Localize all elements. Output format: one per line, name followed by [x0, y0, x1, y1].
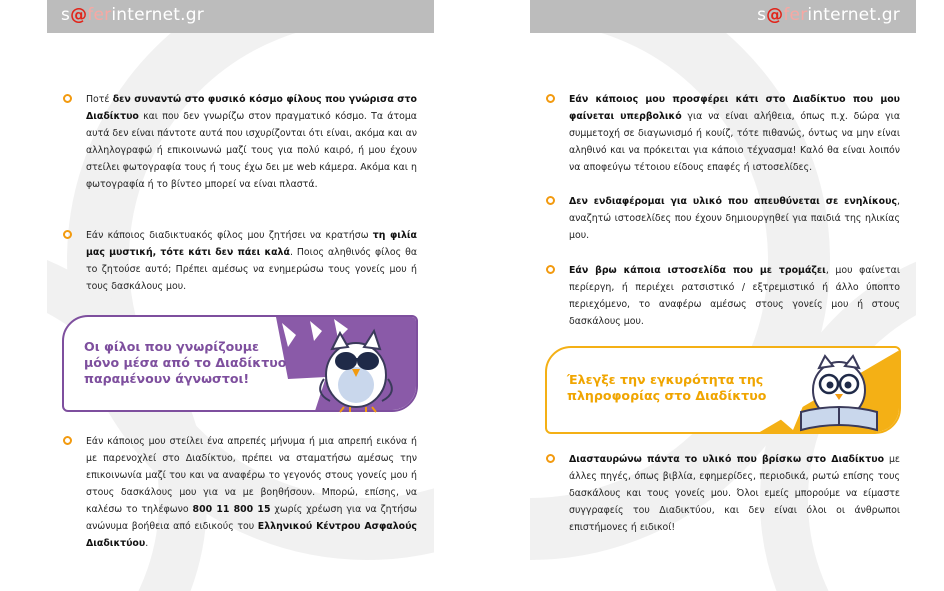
bullet-circle-icon	[63, 94, 72, 103]
callout-text: Έλεγξε την εγκυρότητα της πληροφορίας στο Διαδίκτυο	[567, 372, 767, 403]
bullet-circle-icon	[546, 94, 555, 103]
page-header	[530, 0, 916, 33]
bullet-circle-icon	[546, 265, 555, 274]
list-item-text: Εάν βρω κάποια ιστοσελίδα που με τρομάζει, μου φαίνεται περίεργη, ή περιέχει ρατσιστικό / εξτρεμιστικό ή άλλο ύποπτο περιεχόμενο, το αναφέρω αμέσως στους γονείς μου ή στους δασκάλους μου.	[569, 265, 900, 327]
list-item-text: Ποτέ δεν συναντώ στο φυσικό κόσμο φίλους που γνώρισα στο Διαδίκτυο και που δεν γνωρίζω στον πραγματικό κόσμο. Τα άτομα αυτά δεν είναι πάντοτε αυτά που ισχυρίζονται ότι είναι, ακόμα και αν αλληλογραφώ ή επικοινωνώ μαζί τους για πολύ καιρό, ή μου έχουν στείλει φωτογραφία τους ή τους έχω δει με web κάμερα. Ακόμα και η φωτογραφία ή το βίντεο μπορεί να είναι πλαστά.	[86, 94, 417, 190]
bullet-circle-icon	[63, 436, 72, 445]
page-header	[47, 0, 434, 33]
owl-mascot-reading-icon	[791, 354, 887, 434]
bullet-circle-icon	[546, 454, 555, 463]
list-item-text: Εάν κάποιος διαδικτυακός φίλος μου ζητήσει να κρατήσω τη φιλία μας μυστική, τότε κάτι δεν πάει καλά. Ποιος αληθινός φίλος θα το ζητούσε αυτό; Πρέπει αμέσως να ενημερώσω τους γονείς μου ή τους δασκάλους μου.	[86, 230, 417, 292]
list-item	[546, 451, 900, 536]
callout-box	[62, 315, 418, 412]
list-item-text: Δεν ενδιαφέρομαι για υλικό που απευθύνεται σε ενηλίκους, αναζητώ ιστοσελίδες που έχουν δημιουργηθεί για παιδιά της ηλικίας μου.	[569, 196, 900, 241]
bullet-circle-icon	[546, 196, 555, 205]
list-item	[546, 193, 900, 244]
bullet-circle-icon	[63, 230, 72, 239]
list-item	[63, 227, 417, 295]
list-item	[546, 91, 900, 176]
owl-mascot-sunglasses-icon	[310, 323, 400, 413]
callout-text: Οι φίλοι που γνωρίζουμε μόνο μέσα από το Διαδίκτυο παραμένουν άγνωστοι!	[84, 339, 287, 386]
left-page	[47, 0, 434, 591]
list-item-text: Εάν κάποιος μου στείλει ένα απρεπές μήνυμα ή μια απρεπή εικόνα ή με παρενοχλεί στο Διαδίκτυο, πρέπει να σταματήσω αμέσως την επικοινωνία μαζί του και να αναφέρω το γεγονός στους γονείς μου ή στους δασκάλους μου για να με βοηθήσουν. Μπορώ, επίσης, να καλέσω το τηλέφωνο 800 11 800 15 χωρίς χρέωση για να ζητήσω ανώνυμα βοήθεια από ειδικούς του Ελληνικού Κέντρου Ασφαλούς Διαδικτύου.	[86, 436, 417, 549]
saferinternet-logo: s@ferinternet.gr	[61, 5, 204, 25]
list-item	[63, 433, 417, 552]
list-item-text: Εάν κάποιος μου προσφέρει κάτι στο Διαδίκτυο που μου φαίνεται υπερβολικό για να είναι αλήθεια, όπως π.χ. δώρα για συμμετοχή σε διαγωνισμό ή κουίζ, τότε πιθανώς, όντως να μην είναι αληθινό και να πρόκειται για κάποιο τέχνασμα! Καλό θα είναι λοιπόν να αποφεύγω τέτοιου είδους επαφές ή ιστοσελίδες.	[569, 94, 900, 173]
list-item	[546, 262, 900, 330]
saferinternet-logo: s@ferinternet.gr	[757, 5, 900, 25]
list-item-text: Διασταυρώνω πάντα το υλικό που βρίσκω στο Διαδίκτυο με άλλες πηγές, όπως βιβλία, εφημερίδες, περιοδικά, ρωτώ επίσης τους δασκάλους και τους γονείς μου. Όλοι εμείς μπορούμε να είμαστε συγγραφείς του Διαδικτύου, και δεν είναι όλοι οι άνθρωποι επιστήμονες ή ειδικοί!	[569, 454, 900, 533]
right-page	[530, 0, 916, 591]
list-item	[63, 91, 417, 193]
callout-box	[545, 346, 901, 434]
